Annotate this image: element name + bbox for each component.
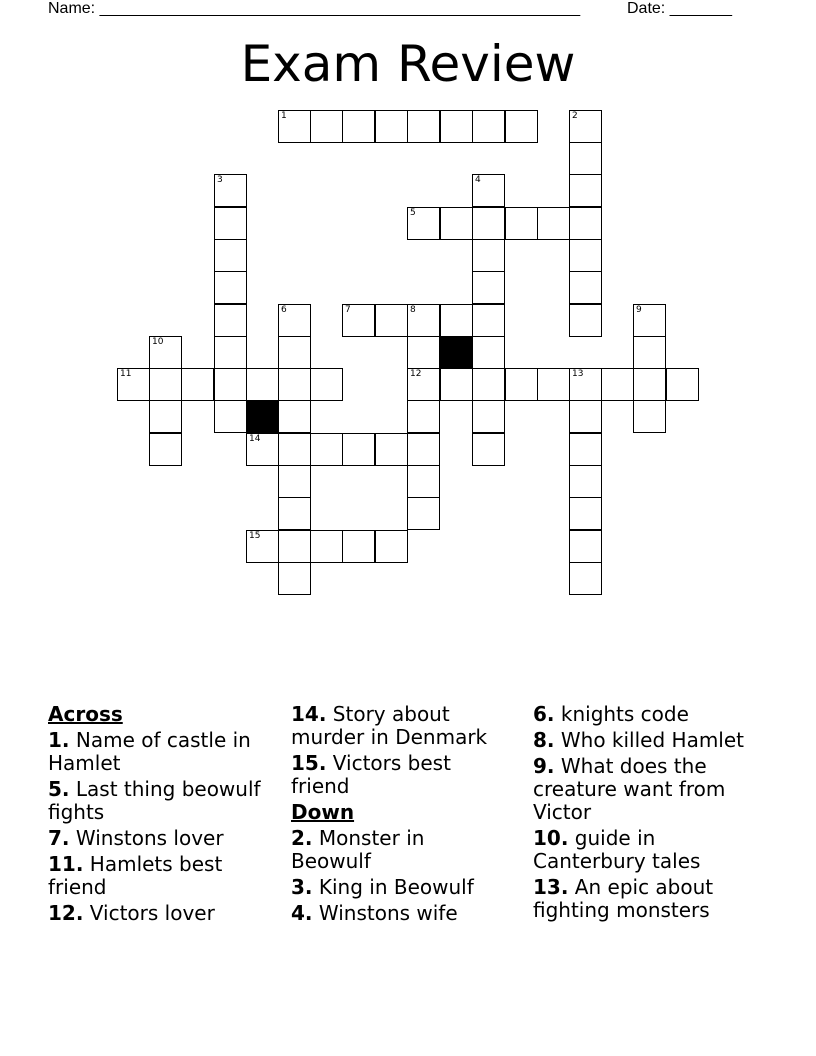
crossword-cell[interactable] bbox=[375, 304, 408, 337]
crossword-cell[interactable] bbox=[149, 400, 182, 433]
crossword-cell[interactable] bbox=[407, 110, 440, 143]
crossword-cell[interactable] bbox=[472, 271, 505, 304]
crossword-cell[interactable] bbox=[278, 433, 311, 466]
crossword-cell[interactable] bbox=[569, 465, 602, 498]
crossword-cell[interactable] bbox=[472, 336, 505, 369]
crossword-cell[interactable] bbox=[407, 433, 440, 466]
crossword-cell[interactable] bbox=[407, 336, 440, 369]
crossword-cell[interactable] bbox=[278, 465, 311, 498]
crossword-cell[interactable] bbox=[278, 530, 311, 563]
crossword-cell[interactable] bbox=[472, 174, 505, 207]
clue-across-12: 12. Victors lover bbox=[48, 901, 215, 925]
cell-number: 6 bbox=[281, 305, 287, 315]
crossword-cell[interactable] bbox=[537, 207, 570, 240]
crossword-cell[interactable] bbox=[569, 497, 602, 530]
crossword-cell[interactable] bbox=[149, 433, 182, 466]
crossword-cell[interactable] bbox=[375, 530, 408, 563]
crossword-cell[interactable] bbox=[181, 368, 214, 401]
crossword-cell[interactable] bbox=[440, 110, 473, 143]
crossword-cell[interactable] bbox=[505, 368, 538, 401]
cell-number: 4 bbox=[475, 175, 481, 185]
cell-number: 7 bbox=[345, 305, 351, 315]
crossword-cell[interactable] bbox=[633, 304, 666, 337]
clue-across-11: 11. Hamlets best friend bbox=[48, 852, 223, 899]
crossword-cell[interactable] bbox=[214, 368, 247, 401]
crossword-cell[interactable] bbox=[310, 110, 343, 143]
clues-column-2 bbox=[291, 703, 501, 928]
crossword-cell[interactable] bbox=[407, 368, 440, 401]
crossword-cell[interactable] bbox=[342, 433, 375, 466]
across-heading: Across bbox=[48, 702, 123, 726]
page-title: Exam Review bbox=[240, 35, 576, 93]
crossword-cell[interactable] bbox=[569, 239, 602, 272]
cell-number: 14 bbox=[249, 434, 261, 444]
crossword-cell[interactable] bbox=[278, 110, 311, 143]
crossword-cell[interactable] bbox=[214, 400, 247, 433]
crossword-cell[interactable] bbox=[601, 368, 634, 401]
cell-number: 2 bbox=[572, 111, 578, 121]
crossword-cell[interactable] bbox=[310, 368, 343, 401]
crossword-cell[interactable] bbox=[407, 400, 440, 433]
crossword-cell[interactable] bbox=[440, 368, 473, 401]
crossword-cell[interactable] bbox=[149, 368, 182, 401]
crossword-cell[interactable] bbox=[472, 433, 505, 466]
crossword-cell[interactable] bbox=[214, 304, 247, 337]
crossword-cell[interactable] bbox=[472, 207, 505, 240]
crossword-cell[interactable] bbox=[569, 207, 602, 240]
cell-number: 1 bbox=[281, 111, 287, 121]
name-field: Name: ______________________________________________________ bbox=[48, 0, 581, 17]
crossword-cell[interactable] bbox=[407, 207, 440, 240]
crossword-cell[interactable] bbox=[278, 497, 311, 530]
crossword-cell[interactable] bbox=[633, 336, 666, 369]
clue-down-10: 10. guide in Canterbury tales bbox=[533, 826, 701, 873]
clue-down-8: 8. Who killed Hamlet bbox=[533, 728, 745, 752]
crossword-cell[interactable] bbox=[569, 530, 602, 563]
crossword-cell[interactable] bbox=[278, 368, 311, 401]
clue-across-15: 15. Victors best friend bbox=[291, 751, 451, 798]
date-field: Date: _______ bbox=[627, 0, 732, 17]
crossword-cell[interactable] bbox=[278, 562, 311, 595]
crossword-cell[interactable] bbox=[149, 336, 182, 369]
crossword-cell[interactable] bbox=[472, 304, 505, 337]
clues-column-1 bbox=[48, 703, 283, 928]
clue-across-7: 7. Winstons lover bbox=[48, 826, 224, 850]
cell-number: 11 bbox=[120, 369, 132, 379]
clues-column-3 bbox=[533, 703, 768, 925]
down-heading: Down bbox=[291, 800, 355, 824]
crossword-cell[interactable] bbox=[278, 336, 311, 369]
clue-across-14: 14. Story about murder in Denmark bbox=[291, 702, 488, 749]
crossword-cell[interactable] bbox=[214, 174, 247, 207]
crossword-cell[interactable] bbox=[214, 207, 247, 240]
crossword-cell[interactable] bbox=[505, 110, 538, 143]
crossword-cell[interactable] bbox=[472, 368, 505, 401]
crossword-cell[interactable] bbox=[214, 239, 247, 272]
clue-down-13: 13. An epic about fighting monsters bbox=[533, 875, 714, 922]
crossword-cell[interactable] bbox=[472, 110, 505, 143]
crossword-cell[interactable] bbox=[310, 530, 343, 563]
crossword-cell[interactable] bbox=[633, 400, 666, 433]
crossword-cell[interactable] bbox=[342, 110, 375, 143]
cell-number: 9 bbox=[636, 305, 642, 315]
crossword-cell[interactable] bbox=[569, 400, 602, 433]
crossword-cell[interactable] bbox=[666, 368, 699, 401]
clue-across-5: 5. Last thing beowulf fights bbox=[48, 777, 261, 824]
clue-down-2: 2. Monster in Beowulf bbox=[291, 826, 425, 873]
crossword-cell[interactable] bbox=[569, 562, 602, 595]
crossword-cell[interactable] bbox=[407, 304, 440, 337]
crossword-cell[interactable] bbox=[278, 304, 311, 337]
crossword-cell[interactable] bbox=[569, 174, 602, 207]
crossword-cell[interactable] bbox=[214, 336, 247, 369]
crossword-cell[interactable] bbox=[342, 304, 375, 337]
crossword-cell[interactable] bbox=[246, 433, 279, 466]
crossword-cell[interactable] bbox=[342, 530, 375, 563]
crossword-cell[interactable] bbox=[633, 368, 666, 401]
crossword-cell[interactable] bbox=[375, 433, 408, 466]
crossword-cell[interactable] bbox=[246, 368, 279, 401]
clue-across-1: 1. Name of castle in Hamlet bbox=[48, 728, 251, 775]
black-square bbox=[440, 336, 473, 369]
clue-down-6: 6. knights code bbox=[533, 702, 689, 726]
crossword-cell[interactable] bbox=[472, 400, 505, 433]
clue-down-9: 9. What does the creature want from Victor bbox=[533, 754, 726, 824]
cell-number: 15 bbox=[249, 531, 261, 541]
crossword-cell[interactable] bbox=[407, 465, 440, 498]
cell-number: 5 bbox=[410, 208, 416, 218]
crossword-cell[interactable] bbox=[569, 110, 602, 143]
crossword-cell[interactable] bbox=[117, 368, 150, 401]
black-square bbox=[246, 400, 279, 433]
crossword-cell[interactable] bbox=[214, 271, 247, 304]
cell-number: 12 bbox=[410, 369, 422, 379]
cell-number: 13 bbox=[572, 369, 584, 379]
crossword-cell[interactable] bbox=[407, 497, 440, 530]
cell-number: 3 bbox=[217, 175, 223, 185]
crossword-cell[interactable] bbox=[246, 530, 279, 563]
crossword-cell[interactable] bbox=[537, 368, 570, 401]
crossword-cell[interactable] bbox=[310, 433, 343, 466]
crossword-cell[interactable] bbox=[505, 207, 538, 240]
crossword-cell[interactable] bbox=[472, 239, 505, 272]
crossword-cell[interactable] bbox=[278, 400, 311, 433]
crossword-cell[interactable] bbox=[375, 110, 408, 143]
cell-number: 10 bbox=[152, 337, 164, 347]
crossword-cell[interactable] bbox=[569, 271, 602, 304]
crossword-cell[interactable] bbox=[569, 142, 602, 175]
clue-down-3: 3. King in Beowulf bbox=[291, 875, 474, 899]
cell-number: 8 bbox=[410, 305, 416, 315]
crossword-cell[interactable] bbox=[569, 304, 602, 337]
crossword-cell[interactable] bbox=[569, 433, 602, 466]
crossword-cell[interactable] bbox=[569, 368, 602, 401]
crossword-cell[interactable] bbox=[440, 304, 473, 337]
clue-down-4: 4. Winstons wife bbox=[291, 901, 458, 925]
crossword-cell[interactable] bbox=[440, 207, 473, 240]
